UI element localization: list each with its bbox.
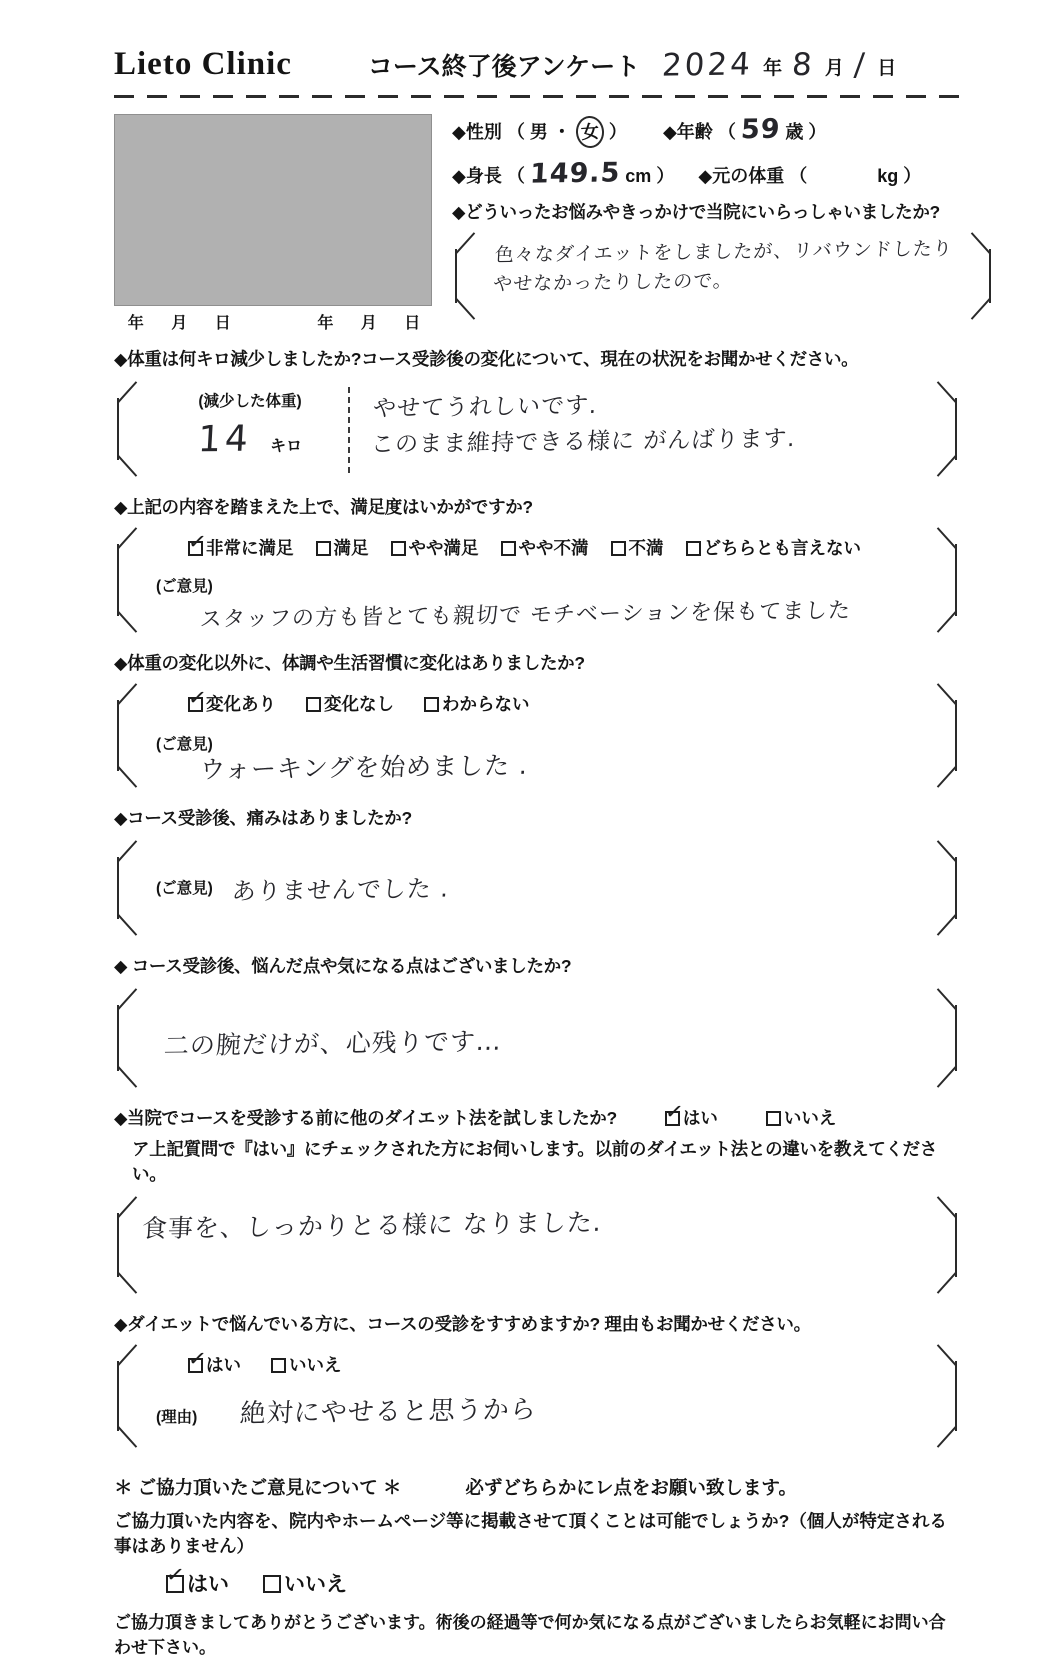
option-label: どちらとも言えない xyxy=(703,538,861,558)
month-label: 月 xyxy=(824,58,844,79)
lost-weight-field xyxy=(156,387,344,473)
checkbox-consent-yes[interactable] xyxy=(164,1561,187,1593)
concerns-answer-box xyxy=(114,984,960,1092)
answer-bracket-left xyxy=(114,836,140,940)
answer-bracket-right xyxy=(934,523,960,637)
answer-bracket-left xyxy=(114,1192,140,1298)
dot-separator: ・ xyxy=(552,122,571,142)
date-label: 日 xyxy=(214,315,231,332)
date-label: 年 xyxy=(127,315,144,332)
gender-option-male: 男 xyxy=(529,122,548,142)
lost-weight-label: (減少した体重) xyxy=(198,393,302,410)
height-label: ◆身長 xyxy=(452,166,502,186)
option-label: 不満 xyxy=(628,538,664,558)
date-label: 日 xyxy=(404,315,421,332)
check-mark: ✓ xyxy=(186,684,209,713)
check-mark: ✓ xyxy=(186,1345,209,1374)
weight-comment: このまま維持できる様に がんばります. xyxy=(370,425,797,458)
recommend-answer-box xyxy=(114,1340,960,1452)
option-label: はい xyxy=(682,1108,718,1128)
satisfaction-comment: スタッフの方も皆とても親切で モチベーションを保もてました xyxy=(199,598,852,633)
section-satisfaction xyxy=(114,494,960,637)
lost-weight-value-handwritten: 14 xyxy=(196,418,253,461)
spacer xyxy=(244,310,303,333)
lifestyle-answer-box xyxy=(114,679,960,792)
footer-instruction: 必ずどちらかにレ点をお願い致します。 xyxy=(465,1477,797,1498)
answer-bracket-left xyxy=(114,679,140,792)
checkbox-consent-no[interactable] xyxy=(263,1575,281,1593)
paren: （ xyxy=(789,166,808,186)
weight-unit: kg ） xyxy=(877,166,922,186)
age-value-handwritten: 59 xyxy=(739,113,782,146)
profile-section xyxy=(114,114,960,333)
section-other-diets xyxy=(114,1098,960,1298)
thanks-message: ご協力頂きましてありがとうございます。術後の経過等で何か気になる点がございましたらお気軽にお問い合わせ下さい。 xyxy=(114,1613,946,1657)
visit-reason-answer-box xyxy=(452,228,994,324)
option-label: いいえ xyxy=(284,1573,347,1596)
answer-bracket-left xyxy=(114,523,140,637)
weight-comment: やせてうれしいです. xyxy=(372,392,599,422)
option-label: いいえ xyxy=(783,1108,837,1128)
day-value-handwritten: / xyxy=(852,46,869,84)
year-label: 年 xyxy=(763,58,783,79)
date-label: 月 xyxy=(360,315,377,332)
year-value-handwritten: 2024 xyxy=(661,46,755,84)
checkbox-neither[interactable] xyxy=(686,541,701,556)
date-fields xyxy=(662,47,896,83)
option-label: やや不満 xyxy=(518,538,589,558)
publish-consent-question: ご協力頂いた内容を、院内やホームページ等に掲載させて頂くことは可能でしょうか?（個人が特定される事はありません） xyxy=(114,1511,947,1556)
satisfaction-answer-box xyxy=(114,523,960,637)
weight-loss-answer-box xyxy=(114,377,960,481)
weight-loss-question: ◆体重は何キロ減少しましたか?コース受診後の変化について、現在の状況をお聞かせください。 xyxy=(114,349,859,369)
orig-weight-label: ◆元の体重 xyxy=(698,166,785,186)
option-label: はい xyxy=(206,1355,241,1375)
lifestyle-question: ◆体重の変化以外に、体調や生活習慣に変化はありましたか? xyxy=(114,653,585,673)
option-label: わからない xyxy=(442,694,530,714)
lost-weight-unit: キロ xyxy=(270,438,303,455)
paren: ） xyxy=(608,122,627,142)
footer-title: ＊ ご協力頂いたご意見について ＊ xyxy=(114,1477,402,1498)
answer-bracket-right xyxy=(934,679,960,792)
answer-bracket-right xyxy=(934,984,960,1092)
date-label: 月 xyxy=(171,315,188,332)
opinion-label: (ご意見) xyxy=(156,736,213,753)
visit-reason-answer: やせなかったりしたので。 xyxy=(492,270,734,296)
height-value-handwritten: 149.5 xyxy=(529,157,622,190)
concerns-comment: 二の腕だけが、心残りです… xyxy=(163,1026,503,1061)
option-label: 変化あり xyxy=(206,694,276,714)
option-label: いいえ xyxy=(289,1355,342,1375)
age-label: ◆年齢 xyxy=(662,122,713,142)
checkbox-no[interactable] xyxy=(766,1111,781,1126)
check-mark: ✓ xyxy=(164,1561,187,1590)
answer-bracket-left xyxy=(452,228,478,324)
questionnaire-page xyxy=(114,46,960,1658)
paren: （ xyxy=(717,122,736,142)
checkbox-yes[interactable] xyxy=(663,1098,685,1127)
checkbox-satisfied[interactable] xyxy=(316,541,331,556)
satisfaction-question: ◆上記の内容を踏まえた上で、満足度はいかがですか? xyxy=(114,497,533,517)
patient-photo-redacted xyxy=(114,114,432,306)
lifestyle-comment: ウォーキングを始めました . xyxy=(199,750,529,785)
checkbox-changed[interactable] xyxy=(186,684,209,713)
answer-bracket-right xyxy=(968,228,994,324)
answer-bracket-right xyxy=(934,377,960,481)
answer-bracket-right xyxy=(934,1340,960,1452)
checkbox-yes[interactable] xyxy=(186,1345,209,1374)
section-recommend xyxy=(114,1311,960,1452)
pain-answer-box xyxy=(114,836,960,940)
gender-option-female-circled: 女 xyxy=(575,115,605,149)
answer-bracket-right xyxy=(934,836,960,940)
opinion-label: (ご意見) xyxy=(156,578,213,595)
pain-comment: ありませんでした . xyxy=(231,874,450,906)
photo-date-labels xyxy=(114,310,434,333)
page-title: コース終了後アンケート xyxy=(367,53,641,81)
profile-fields xyxy=(452,114,994,333)
section-pain xyxy=(114,805,960,940)
option-label: はい xyxy=(187,1573,229,1596)
paren: （ xyxy=(506,166,525,186)
option-label: 満足 xyxy=(333,538,369,558)
dashed-divider xyxy=(348,387,350,473)
concerns-question: ◆ コース受診後、悩んだ点や気になる点はございましたか? xyxy=(114,956,572,976)
checkbox-somewhat-dissatisfied[interactable] xyxy=(501,541,516,556)
header xyxy=(114,46,960,93)
section-weight-loss xyxy=(114,346,960,481)
answer-bracket-left xyxy=(114,377,140,481)
date-label: 年 xyxy=(317,315,334,332)
visit-reason-answer: 色々なダイエットをしましたが、リバウンドしたり xyxy=(494,237,954,267)
checkbox-no-change[interactable] xyxy=(306,697,321,712)
age-unit: 歳 ） xyxy=(785,122,827,142)
header-divider xyxy=(114,95,960,98)
footer xyxy=(114,1474,960,1658)
other-diets-question: ◆当院でコースを受診する前に他のダイエット法を試しましたか? xyxy=(114,1108,617,1128)
check-mark: ✓ xyxy=(663,1098,685,1127)
reason-label: (理由) xyxy=(156,1409,198,1426)
checkbox-very-satisfied[interactable] xyxy=(186,528,209,557)
clinic-logo-text: Lieto Clinic xyxy=(114,46,292,82)
checkbox-dissatisfied[interactable] xyxy=(611,541,626,556)
answer-bracket-left xyxy=(114,984,140,1092)
option-label: やや満足 xyxy=(408,538,479,558)
opinion-label: (ご意見) xyxy=(156,880,213,897)
day-label: 日 xyxy=(877,58,897,79)
section-lifestyle xyxy=(114,650,960,792)
photo-column xyxy=(114,114,434,333)
option-label: 変化なし xyxy=(324,694,394,714)
option-label: 非常に満足 xyxy=(206,538,294,558)
other-diets-answer-box xyxy=(114,1192,960,1298)
answer-bracket-left xyxy=(114,1340,140,1452)
recommend-question: ◆ダイエットで悩んでいる方に、コースの受診をすすめますか? 理由もお聞かせください。 xyxy=(114,1314,811,1334)
other-diets-subquestion: ア上記質問で『はい』にチェックされた方にお伺いします。以前のダイエット法との違いを教えてください。 xyxy=(132,1139,938,1184)
visit-reason-question: ◆どういったお悩みやきっかけで当院にいらっしゃいましたか? xyxy=(452,202,940,222)
checkbox-no[interactable] xyxy=(271,1358,286,1373)
gender-age-row xyxy=(452,114,994,148)
answer-bracket-right xyxy=(934,1192,960,1298)
checkbox-unknown[interactable] xyxy=(424,697,439,712)
recommend-comment: 絶対にやせると思うから xyxy=(239,1394,538,1430)
height-unit: cm ） xyxy=(625,166,675,186)
check-mark: ✓ xyxy=(186,528,209,557)
checkbox-somewhat-satisfied[interactable] xyxy=(391,541,406,556)
height-weight-row xyxy=(452,158,994,189)
section-concerns xyxy=(114,953,960,1092)
paren: （ xyxy=(506,122,525,142)
pain-question: ◆コース受診後、痛みはありましたか? xyxy=(114,808,412,828)
month-value-handwritten: 8 xyxy=(791,46,816,84)
other-diets-comment: 食事を、しっかりとる様に なりました. xyxy=(141,1207,603,1244)
gender-label: ◆性別 xyxy=(452,122,502,142)
